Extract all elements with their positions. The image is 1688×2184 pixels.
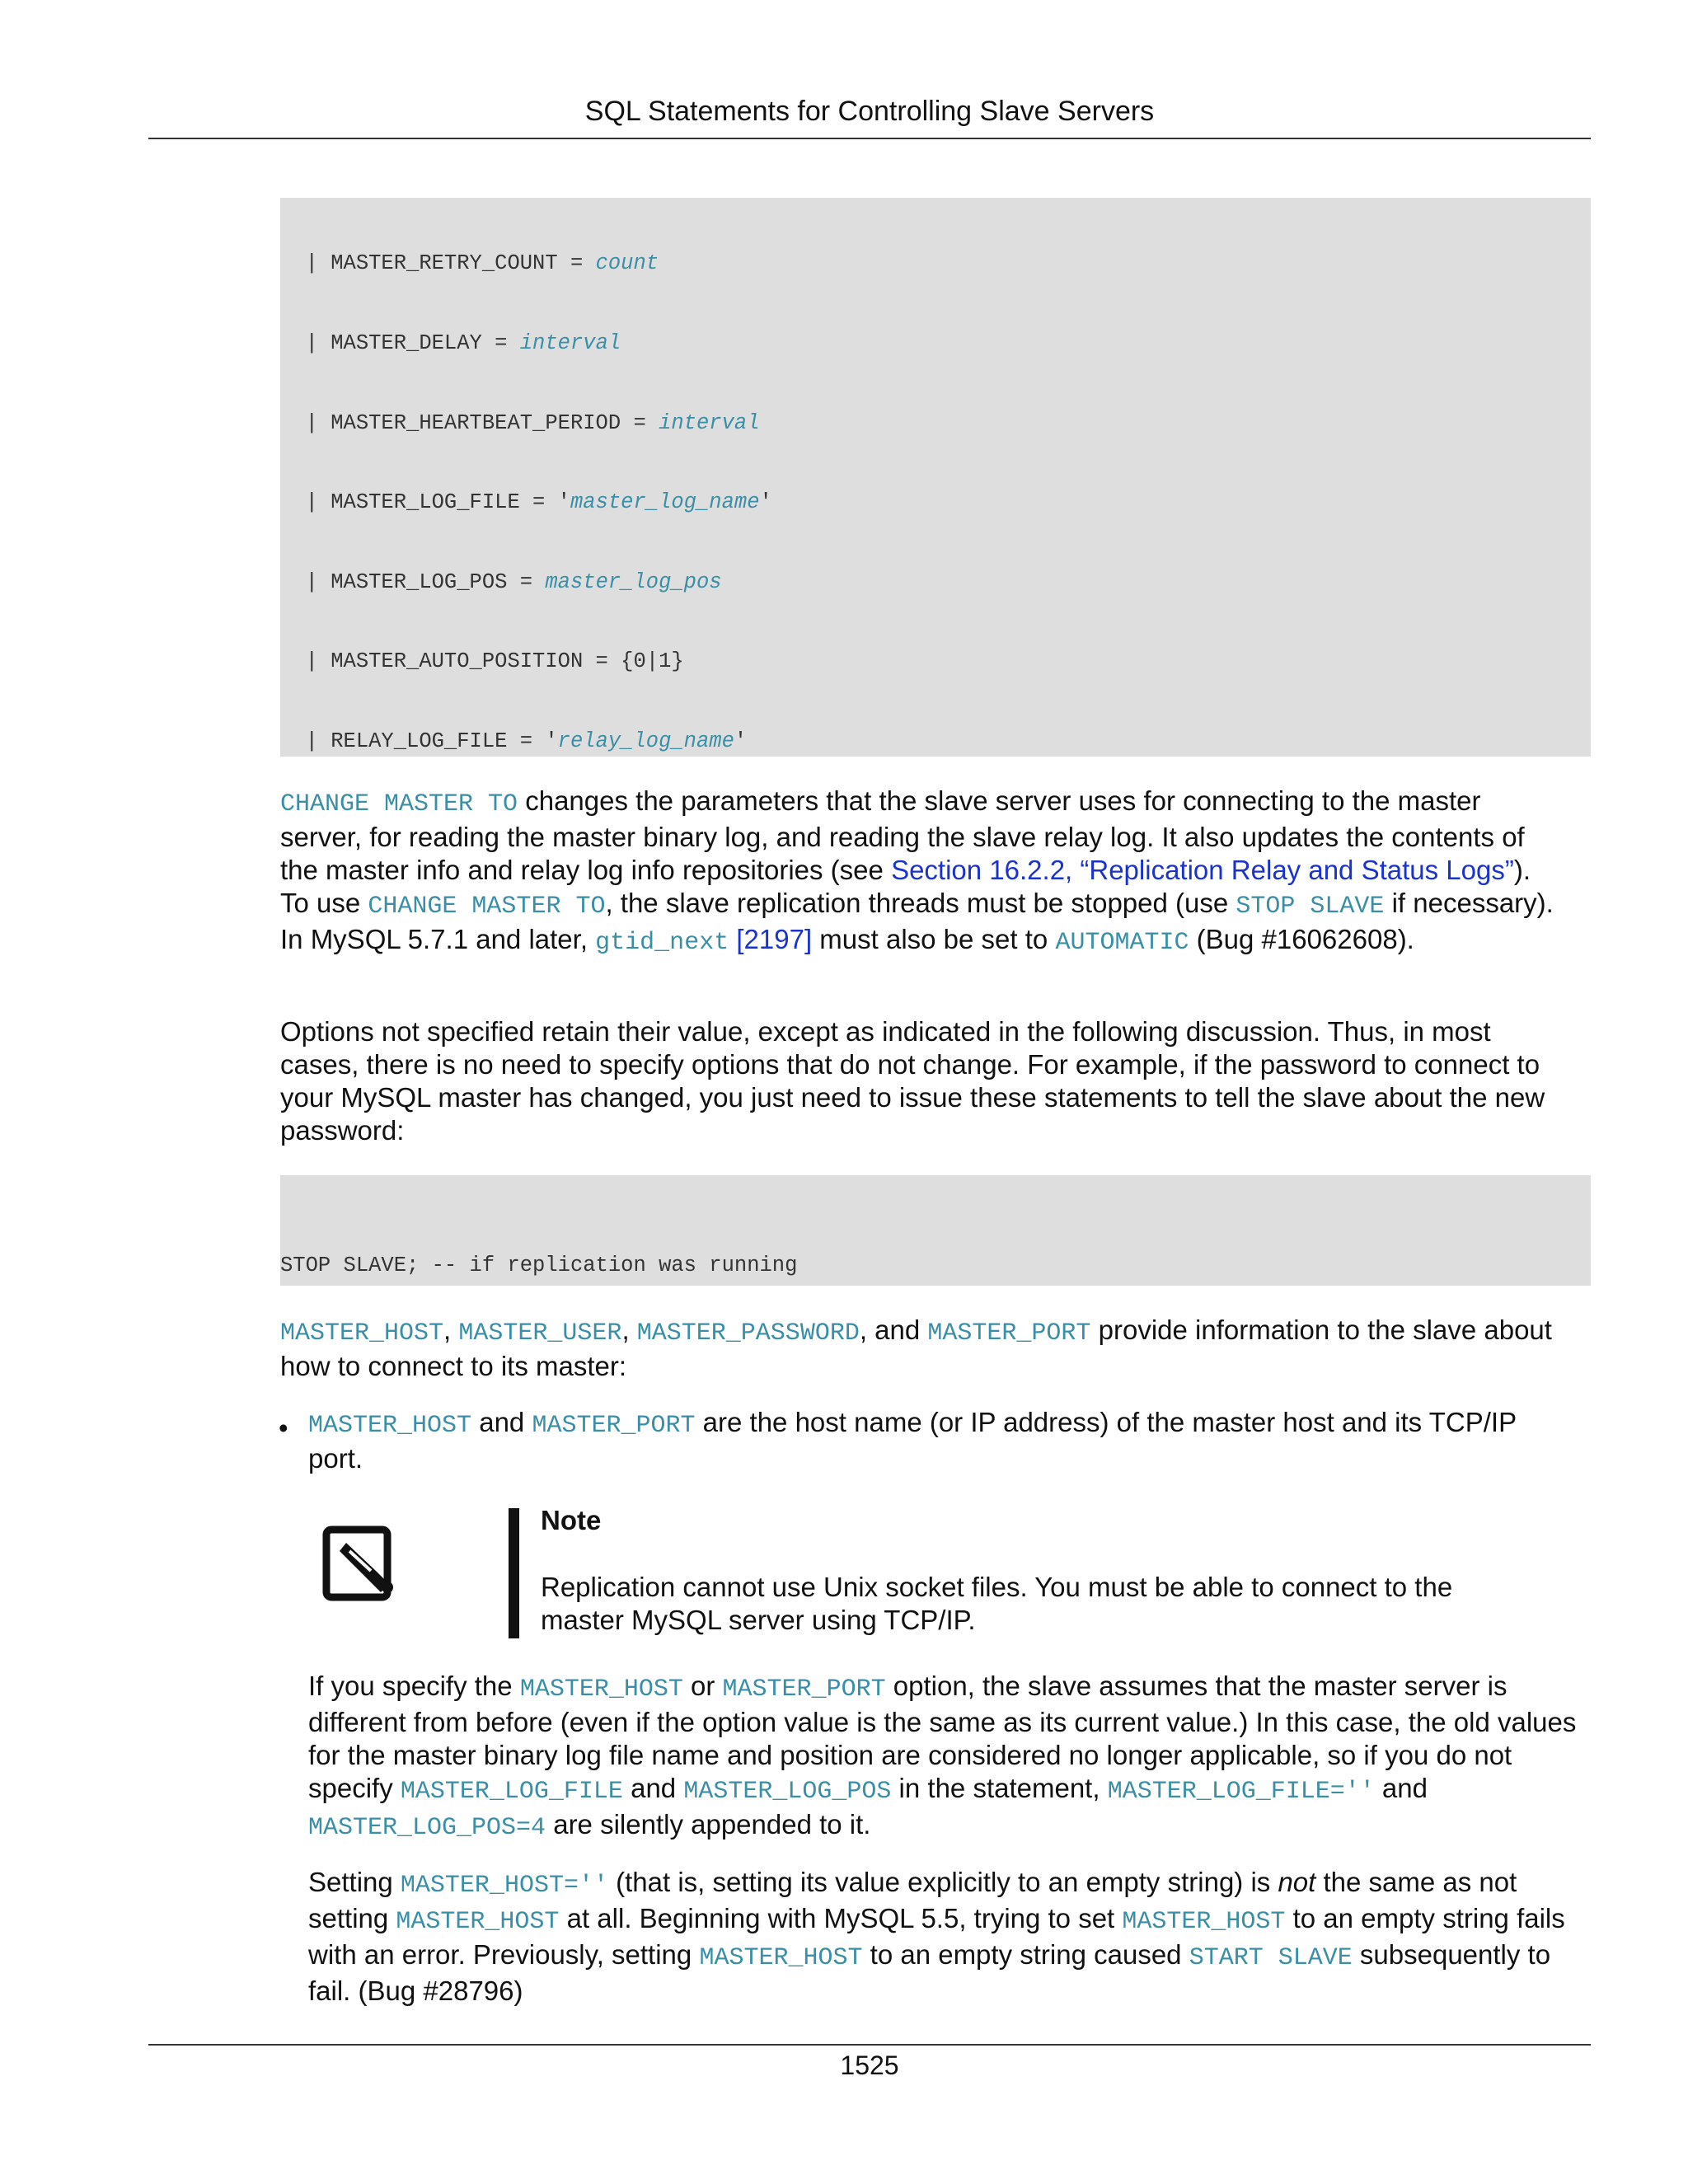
connection-paragraph: MASTER_HOST, MASTER_USER, MASTER_PASSWORD, and MASTER_PORT provide information to the slave about how to connect to its master: xyxy=(280,1315,1552,1381)
header-rule xyxy=(148,138,1591,139)
footer-rule xyxy=(148,2044,1591,2046)
code-line: STOP SLAVE; -- if replication was running xyxy=(280,1254,798,1278)
section-link[interactable]: Section 16.2.2, “Replication Relay and Status Logs” xyxy=(891,855,1514,885)
note-pencil-icon xyxy=(321,1523,397,1602)
page-header-title: SQL Statements for Controlling Slave Servers xyxy=(584,96,1155,127)
bullet-marker: • xyxy=(279,1413,288,1443)
syntax-code-block xyxy=(280,198,1591,757)
page-number: 1525 xyxy=(840,2050,899,2080)
code-line: | RELAY_LOG_FILE = 'relay_log_name' xyxy=(280,729,748,753)
note-title: Note xyxy=(541,1505,602,1535)
code-line: | MASTER_LOG_FILE = 'master_log_name' xyxy=(280,490,772,515)
code-line: | MASTER_HEARTBEAT_PERIOD = interval xyxy=(280,410,760,435)
note-bar xyxy=(509,1508,519,1638)
options-paragraph: Options not specified retain their value, except as indicated in the following discussion. Thus, in most cases, there is no need to specify options that do not change. For example, if the password to connect to your MySQL master has changed, you just need to issue these statements to tell the slave about the new password: xyxy=(280,1016,1545,1146)
code-line: | MASTER_LOG_POS = master_log_pos xyxy=(280,569,722,594)
bullet-item-host-port: MASTER_HOST and MASTER_PORT are the host name (or IP address) of the master host and its TCP/IP port. xyxy=(308,1407,1517,1474)
page-ref-link[interactable]: [2197] xyxy=(729,924,813,954)
code-line: | MASTER_AUTO_POSITION = {0|1} xyxy=(280,649,684,674)
stop-slave-link[interactable]: STOP SLAVE xyxy=(1236,893,1385,921)
gtid-next-link[interactable]: gtid_next xyxy=(595,929,729,957)
note-text: Replication cannot use Unix socket files. You must be able to connect to the master MySQL server using TCP/IP. xyxy=(541,1572,1453,1635)
host-change-paragraph: If you specify the MASTER_HOST or MASTER_PORT option, the slave assumes that the master server is different from before (even if the option value is the same as its current value.) In this case, the old values for the master binary log file name and position are considered no longer applicable, so if you do not specify MASTER_LOG_FILE and MASTER_LOG_POS in the statement, MASTER_LOG_FILE='' and MASTER_LOG_POS=4 are silently appended to it. xyxy=(308,1671,1577,1842)
empty-host-paragraph: Setting MASTER_HOST='' (that is, setting its value explicitly to an empty string) is not the same as not setting MASTER_HOST at all. Beginning with MySQL 5.5, trying to set MASTER_HOST to an empty string fails with an error. Previously, setting MASTER_HOST to an empty string caused START SLAVE subsequently to fail. (Bug #28796) xyxy=(308,1867,1565,2006)
code-line: | MASTER_RETRY_COUNT = count xyxy=(280,251,659,276)
code-line: | MASTER_DELAY = interval xyxy=(280,331,621,355)
start-slave-link[interactable]: START SLAVE xyxy=(1189,1944,1353,1972)
example-code-block xyxy=(280,1175,1591,1286)
intro-paragraph: CHANGE MASTER TO changes the parameters that the slave server uses for connecting to the master server, for reading the master binary log, and reading the slave relay log. It also updates the contents of the master info and relay log info repositories (see Section 16.2.2, “Replication Relay and Status Logs”). To use CHANGE MASTER TO, the slave replication threads must be stopped (use STOP SLAVE if necessary). In MySQL 5.7.1 and later, gtid_next [2197] must also be set to AUTOMATIC (Bug #16062608). xyxy=(280,785,1554,957)
